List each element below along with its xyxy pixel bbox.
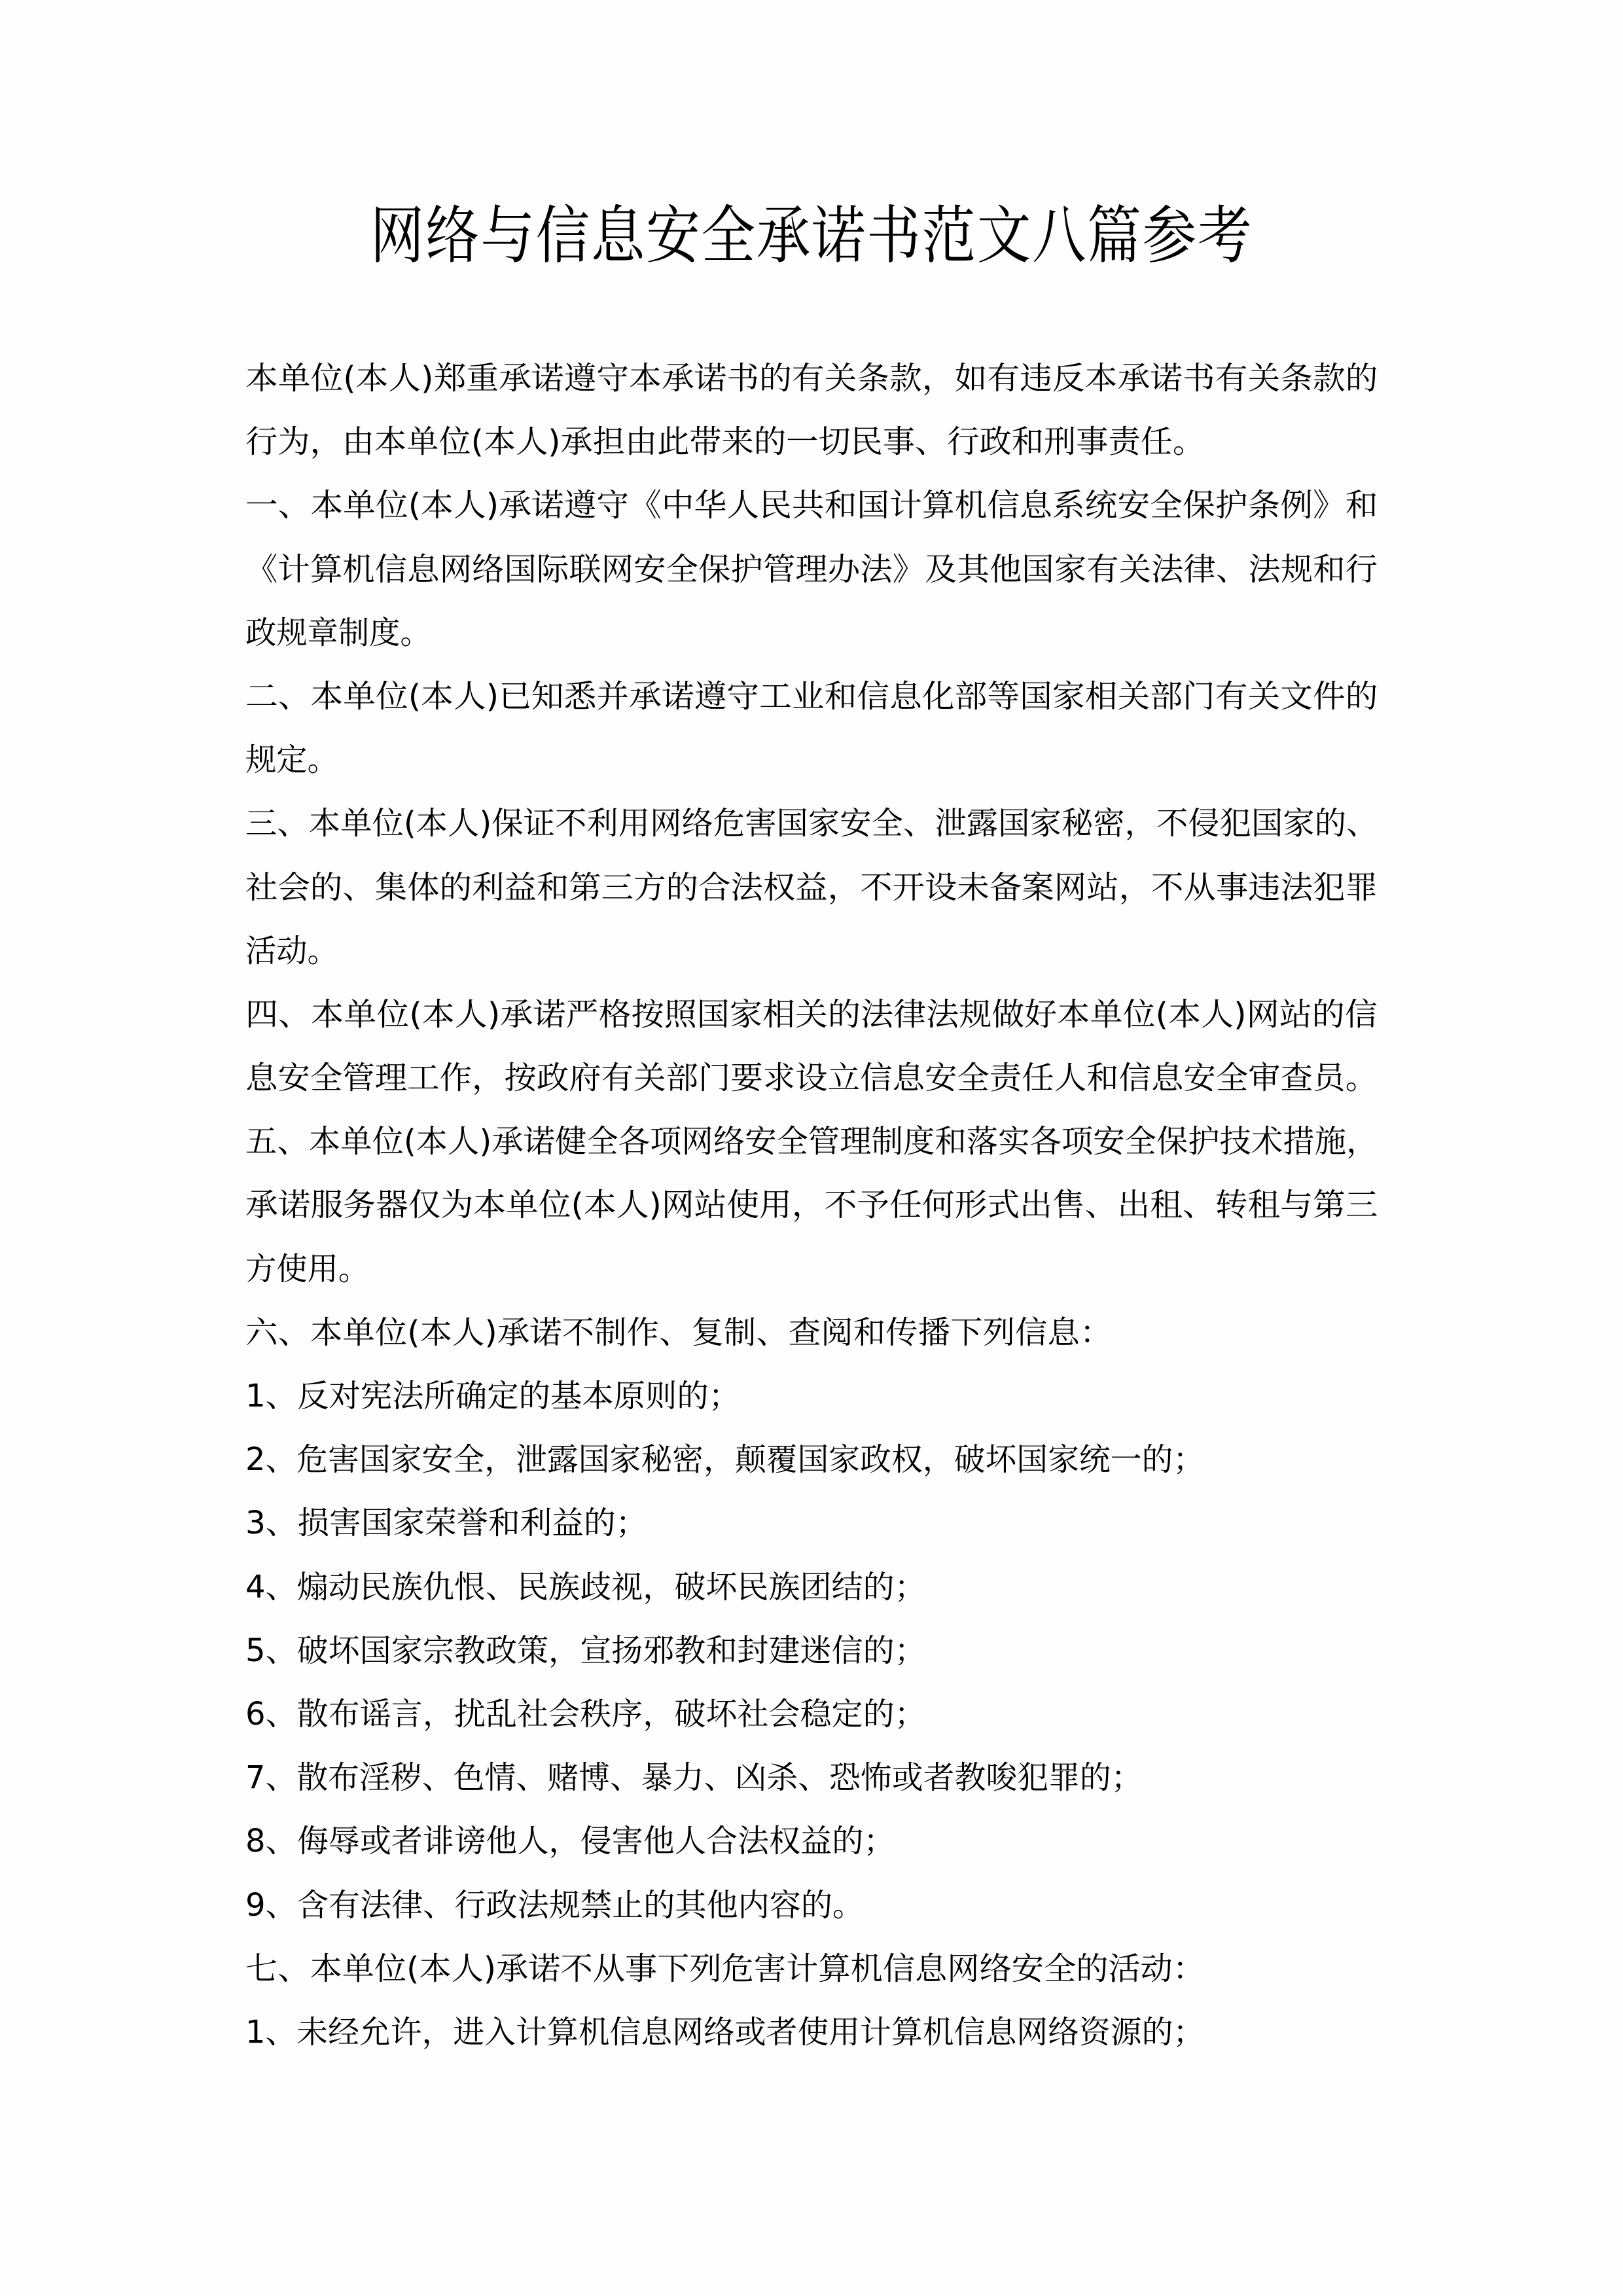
paragraph-line: 四、本单位(本人)承诺严格按照国家相关的法律法规做好本单位(本人)网站的信 [245, 996, 1378, 1033]
paragraph-line: 行为，由本单位(本人)承担由此带来的一切民事、行政和刑事责任。 [245, 423, 1205, 461]
paragraph-line: 六、本单位(本人)承诺不制作、复制、查阅和传播下列信息： [245, 1314, 1113, 1351]
paragraph-line: 二、本单位(本人)已知悉并承诺遵守工业和信息化部等国家相关部门有关文件的 [245, 677, 1378, 715]
list-item: 3、损害国家荣誉和利益的； [245, 1505, 648, 1542]
list-item: 5、破坏国家宗教政策，宣扬邪教和封建迷信的； [245, 1632, 926, 1669]
paragraph-line: 社会的、集体的利益和第三方的合法权益，不开设未备案网站，不从事违法犯罪 [245, 869, 1378, 906]
paragraph-line: 息安全管理工作，按政府有关部门要求设立信息安全责任人和信息安全审查员。 [245, 1060, 1378, 1097]
list-item: 4、煽动民族仇恨、民族歧视，破坏民族团结的； [245, 1568, 926, 1605]
paragraph-line: 五、本单位(本人)承诺健全各项网络安全管理制度和落实各项安全保护技术措施， [245, 1123, 1378, 1160]
paragraph-line: 政规章制度。 [245, 614, 431, 651]
paragraph-line: 七、本单位(本人)承诺不从事下列危害计算机信息网络安全的活动： [245, 1950, 1205, 1987]
document-title: 网络与信息安全承诺书范文八篇参考 [370, 199, 1253, 272]
paragraph-line: 规定。 [245, 742, 338, 779]
paragraph-line: 一、本单位(本人)承诺遵守《中华人民共和国计算机信息系统安全保护条例》和 [245, 487, 1378, 524]
list-item: 7、散布淫秽、色情、赌博、暴力、凶杀、恐怖或者教唆犯罪的； [245, 1759, 1143, 1797]
list-item: 9、含有法律、行政法规禁止的其他内容的。 [245, 1886, 865, 1924]
document-body [245, 347, 1378, 2064]
list-item: 8、侮辱或者诽谤他人，侵害他人合法权益的； [245, 1823, 895, 1860]
list-item: 1、未经允许，进入计算机信息网络或者使用计算机信息网络资源的； [245, 2013, 1205, 2051]
paragraph-line: 本单位(本人)郑重承诺遵守本承诺书的有关条款，如有违反本承诺书有关条款的 [245, 360, 1378, 397]
list-item: 2、危害国家安全，泄露国家秘密，颠覆国家政权，破坏国家统一的； [245, 1441, 1205, 1479]
paragraph-line: 承诺服务器仅为本单位(本人)网站使用，不予任何形式出售、出租、转租与第三 [245, 1187, 1378, 1224]
paragraph-line: 方使用。 [245, 1250, 370, 1287]
list-item: 6、散布谣言，扰乱社会秩序，破坏社会稳定的； [245, 1695, 926, 1732]
paragraph-line: 三、本单位(本人)保证不利用网络危害国家安全、泄露国家秘密，不侵犯国家的、 [245, 805, 1378, 842]
paragraph-line: 《计算机信息网络国际联网安全保护管理办法》及其他国家有关法律、法规和行 [245, 550, 1378, 588]
list-item: 1、反对宪法所确定的基本原则的； [245, 1378, 741, 1414]
paragraph-line: 活动。 [245, 932, 338, 969]
